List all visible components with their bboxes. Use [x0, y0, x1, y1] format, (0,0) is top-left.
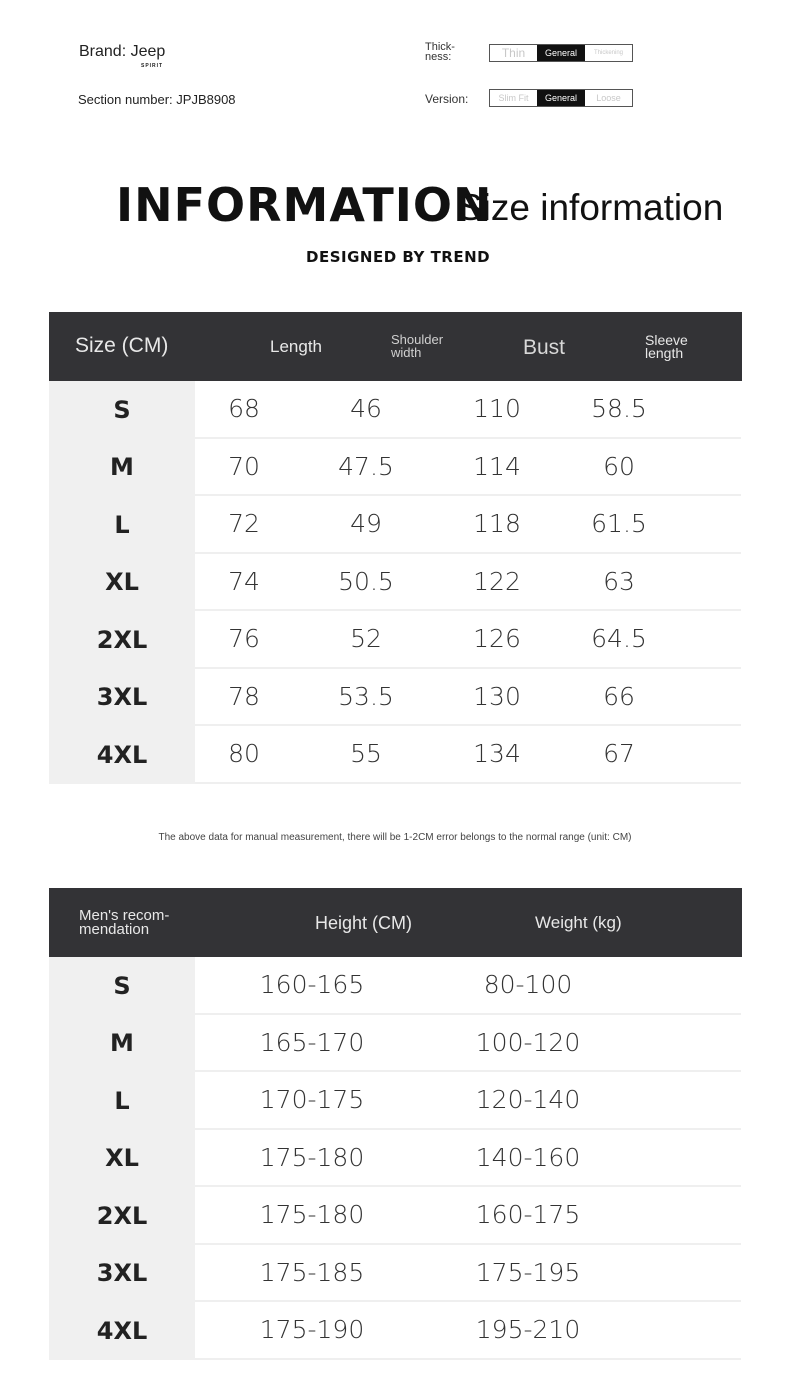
- height-cell: 175-180: [259, 1142, 365, 1172]
- recommendation-table: [49, 888, 742, 1360]
- sleeve-cell: 67: [603, 739, 635, 769]
- height-cell: 165-170: [259, 1027, 365, 1057]
- height-cell: 175-180: [259, 1200, 365, 1230]
- sleeve-cell: 61.5: [591, 509, 647, 539]
- weight-cell: 100-120: [475, 1027, 581, 1057]
- sleeve-cell: 66: [603, 681, 635, 711]
- sleeve-cell: 60: [603, 451, 635, 481]
- bust-cell: 110: [473, 394, 521, 424]
- length-cell: 80: [228, 739, 260, 769]
- measurement-note: The above data for manual measurement, there will be 1-2CM error belongs to the normal range (unit: CM): [158, 832, 632, 843]
- size-table: [49, 312, 742, 784]
- table-row: [49, 1130, 742, 1188]
- header-size: Size (CM): [75, 334, 169, 357]
- header-bust: Bust: [523, 336, 566, 359]
- brand-sub-label: SPIRIT: [141, 63, 164, 69]
- length-cell: 70: [228, 451, 260, 481]
- table-row: [49, 554, 742, 612]
- row-values: [195, 611, 741, 669]
- shoulder-cell: 55: [350, 739, 382, 769]
- table-row: [49, 1302, 742, 1360]
- row-values: [195, 1015, 741, 1073]
- recommendation-table-header: [49, 888, 742, 957]
- row-values: [195, 496, 741, 554]
- size-cell: 4XL: [49, 726, 195, 784]
- shoulder-cell: 47.5: [338, 451, 394, 481]
- row-values: [195, 1245, 741, 1303]
- length-cell: 78: [228, 681, 260, 711]
- bust-cell: 126: [473, 624, 521, 654]
- table-row: [49, 726, 742, 784]
- version-scale: [489, 89, 633, 107]
- height-cell: 175-190: [259, 1315, 365, 1345]
- header-length: Length: [270, 337, 322, 356]
- table-row: [49, 381, 742, 439]
- thickness-scale: [489, 44, 633, 62]
- size-table-header: [49, 312, 742, 381]
- row-values: [195, 1187, 741, 1245]
- version-option: Slim Fit: [498, 93, 529, 103]
- bust-cell: 114: [473, 451, 521, 481]
- length-cell: 76: [228, 624, 260, 654]
- row-values: [195, 726, 741, 784]
- size-cell: M: [49, 439, 195, 497]
- sleeve-cell: 64.5: [591, 624, 647, 654]
- header-shoulder: Shoulder width: [391, 332, 444, 360]
- weight-cell: 175-195: [475, 1257, 581, 1287]
- row-values: [195, 1302, 741, 1360]
- row-values: [195, 554, 741, 612]
- header-weight: Weight (kg): [535, 913, 622, 932]
- shoulder-cell: 53.5: [338, 681, 394, 711]
- section-number: Section number: JPJB8908: [78, 92, 236, 107]
- brand-label: Brand: Jeep: [79, 43, 166, 60]
- bust-cell: 130: [473, 681, 521, 711]
- row-values: [195, 1130, 741, 1188]
- size-cell: 2XL: [49, 1187, 195, 1245]
- shoulder-cell: 50.5: [338, 566, 394, 596]
- shoulder-cell: 46: [350, 394, 382, 424]
- row-values: [195, 669, 741, 727]
- version-label: Version:: [425, 92, 469, 106]
- row-values: [195, 439, 741, 497]
- thickness-label: Thick- ness:: [425, 41, 455, 63]
- table-row: [49, 1187, 742, 1245]
- table-row: [49, 439, 742, 497]
- table-row: [49, 1245, 742, 1303]
- thickness-option: Thickening: [593, 50, 623, 56]
- weight-cell: 140-160: [475, 1142, 581, 1172]
- length-cell: 72: [228, 509, 260, 539]
- title-information: INFORMATION: [116, 178, 493, 232]
- header-recommendation: Men's recom- mendation: [79, 907, 170, 938]
- weight-cell: 160-175: [475, 1200, 581, 1230]
- size-cell: L: [49, 496, 195, 554]
- height-cell: 175-185: [259, 1257, 365, 1287]
- shoulder-cell: 52: [350, 624, 382, 654]
- bust-cell: 134: [473, 739, 521, 769]
- size-cell: 3XL: [49, 1245, 195, 1303]
- shoulder-cell: 49: [350, 509, 382, 539]
- row-values: [195, 381, 741, 439]
- header-height: Height (CM): [315, 913, 413, 933]
- size-cell: XL: [49, 554, 195, 612]
- table-row: [49, 669, 742, 727]
- size-cell: S: [49, 381, 195, 439]
- sleeve-cell: 58.5: [591, 394, 647, 424]
- size-cell: L: [49, 1072, 195, 1130]
- height-cell: 170-175: [259, 1085, 365, 1115]
- table-row: [49, 1072, 742, 1130]
- height-cell: 160-165: [259, 970, 365, 1000]
- header-sleeve: Sleeve length: [645, 332, 688, 361]
- sleeve-cell: 63: [603, 566, 635, 596]
- size-cell: 2XL: [49, 611, 195, 669]
- length-cell: 74: [228, 566, 260, 596]
- weight-cell: 120-140: [475, 1085, 581, 1115]
- table-row: [49, 611, 742, 669]
- subtitle: DESIGNED BY TREND: [306, 248, 491, 266]
- bust-cell: 118: [473, 509, 521, 539]
- table-row: [49, 1015, 742, 1073]
- size-cell: S: [49, 957, 195, 1015]
- thickness-option-selected: General: [537, 45, 585, 61]
- weight-cell: 80-100: [483, 970, 573, 1000]
- size-cell: XL: [49, 1130, 195, 1188]
- size-cell: M: [49, 1015, 195, 1073]
- version-option: Loose: [596, 93, 621, 103]
- version-option-selected: General: [537, 90, 585, 106]
- table-row: [49, 957, 742, 1015]
- title-size-information: Size information: [458, 187, 724, 228]
- row-values: [195, 1072, 741, 1130]
- row-values: [195, 957, 741, 1015]
- weight-cell: 195-210: [475, 1315, 581, 1345]
- size-cell: 4XL: [49, 1302, 195, 1360]
- bust-cell: 122: [473, 566, 521, 596]
- size-table-body: [49, 381, 742, 784]
- thickness-option: Thin: [501, 46, 526, 60]
- table-row: [49, 496, 742, 554]
- length-cell: 68: [228, 394, 260, 424]
- recommendation-table-body: [49, 957, 742, 1360]
- size-cell: 3XL: [49, 669, 195, 727]
